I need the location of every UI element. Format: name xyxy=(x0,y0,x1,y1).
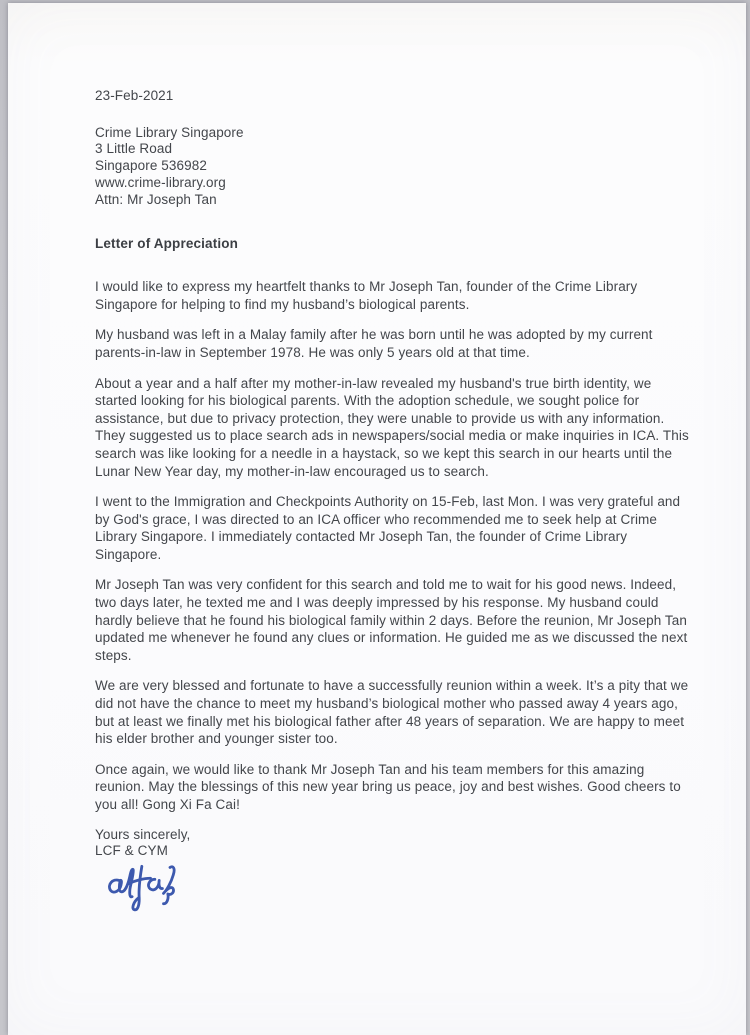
scanned-letter-page xyxy=(8,3,746,1035)
paragraph-4: I went to the Immigration and Checkpoints Authority on 15-Feb, last Mon. I was very grateful and by God's grace, I was directed to an ICA officer who recommended me to seek help at Crime Library Singapore. I immediately contacted Mr Joseph Tan, the founder of Crime Library Singapore. xyxy=(95,494,681,562)
signatories: LCF & CYM xyxy=(95,843,168,859)
letter-body xyxy=(95,87,693,914)
letter-date: 23-Feb-2021 xyxy=(95,88,174,103)
recipient-attention: Attn: Mr Joseph Tan xyxy=(95,191,217,207)
paragraph-5: Mr Joseph Tan was very confident for this search and told me to wait for his good news. Indeed, two days later, he texted me and I was deeply impressed by his response. My husband could hardly believe that he found his biological family within 2 days. Before the reunion, Mr Joseph Tan updated me whenever he found any clues or information. He guided me as we discussed the next steps. xyxy=(95,577,688,663)
paragraph-7: Once again, we would like to thank Mr Joseph Tan and his team members for this amazing reunion. May the blessings of this new year bring us peace, joy and best wishes. Good cheers to you all! Gong Xi Fa Cai! xyxy=(95,761,681,813)
paragraph-6: We are very blessed and fortunate to have a successfully reunion within a week. It’s a pity that we did not have the chance to meet my husband’s biological mother who passed away 4 years ago, but at least we finally met his biological father after 48 years of separation. We are happy to meet his elder brother and younger sister too. xyxy=(95,678,689,747)
recipient-city-postal: Singapore 536982 xyxy=(95,158,207,174)
recipient-organization: Crime Library Singapore xyxy=(95,124,244,140)
recipient-website: www.crime-library.org xyxy=(95,174,226,190)
closing-block xyxy=(95,827,693,861)
valediction: Yours sincerely, xyxy=(95,826,191,842)
signature-ink-icon xyxy=(105,862,183,914)
letter-subject: Letter of Appreciation xyxy=(95,235,239,251)
paragraph-2: My husband was left in a Malay family after he was born until he was adopted by my current parents-in-law in September 1978. He was only 5 years old at that time. xyxy=(95,327,653,360)
handwritten-signature xyxy=(105,862,693,914)
recipient-street: 3 Little Road xyxy=(95,141,173,157)
recipient-address-block xyxy=(95,125,693,209)
paragraph-3: About a year and a half after my mother-in-law revealed my husband's true birth identity, we started looking for his biological parents. With the adoption schedule, we sought police for assistance, but due to privacy protection, they were unable to provide us with any information. They suggested us to place search ads in newspapers/social media or make inquiries in ICA. This search was like looking for a needle in a haystack, so we kept this search in our hearts until the Lunar New Year day, my mother-in-law encouraged us to search. xyxy=(95,375,689,479)
paragraph-1: I would like to express my heartfelt thanks to Mr Joseph Tan, founder of the Crime Library Singapore for helping to find my husband’s biological parents. xyxy=(95,279,638,312)
